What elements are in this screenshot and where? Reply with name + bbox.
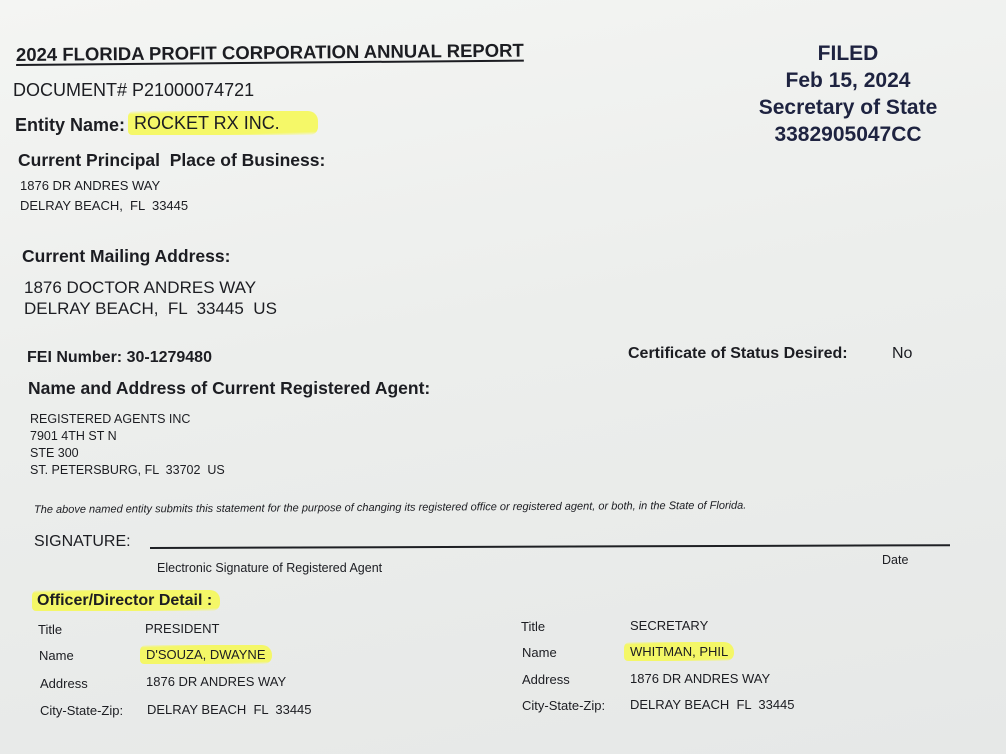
filed-stamp-office: Secretary of State bbox=[758, 96, 938, 119]
filed-stamp-status: FILED bbox=[817, 42, 879, 65]
signature-sub-label: Electronic Signature of Registered Agent bbox=[157, 561, 383, 575]
entity-name-label: Entity Name: bbox=[15, 115, 126, 135]
officer-name-value bbox=[140, 647, 272, 662]
officer-csz-label: City-State-Zip: bbox=[40, 703, 124, 718]
statement-text: The above named entity submits this statement for the purpose of changing its registered office or registered agent, or both, in the State of Florida. bbox=[33, 499, 747, 516]
officer-address-value: 1876 DR ANDRES WAY bbox=[630, 671, 771, 686]
officer-address-value: 1876 DR ANDRES WAY bbox=[146, 674, 287, 689]
mailing-address-city: DELRAY BEACH, FL 33445 US bbox=[24, 299, 277, 318]
certificate-status-value: No bbox=[892, 345, 913, 362]
registered-agent-suite: STE 300 bbox=[30, 446, 79, 460]
principal-place-city: DELRAY BEACH, FL 33445 bbox=[20, 198, 189, 213]
officer-name-label: Name bbox=[522, 645, 557, 660]
officer-address-label: Address bbox=[40, 676, 88, 691]
registered-agent-street: 7901 4TH ST N bbox=[30, 429, 117, 443]
entity-name-value bbox=[128, 113, 318, 134]
officer-name-highlight: WHITMAN, PHIL bbox=[624, 642, 734, 661]
fei-number: FEI Number: 30-1279480 bbox=[27, 349, 212, 366]
filed-stamp-date: Feb 15, 2024 bbox=[785, 69, 911, 92]
officer-detail-highlight: Officer/Director Detail : bbox=[32, 590, 220, 611]
officer-csz-value: DELRAY BEACH FL 33445 bbox=[147, 702, 312, 717]
officer-title-label: Title bbox=[38, 622, 63, 637]
officer-csz-value: DELRAY BEACH FL 33445 bbox=[630, 697, 795, 712]
registered-agent-name: REGISTERED AGENTS INC bbox=[30, 412, 191, 426]
filed-stamp bbox=[740, 40, 956, 148]
officer-name-value bbox=[624, 644, 734, 659]
filed-stamp-number: 3382905047CC bbox=[774, 123, 922, 146]
certificate-status-label: Certificate of Status Desired: bbox=[628, 345, 848, 362]
principal-place-label: Current Principal Place of Business: bbox=[18, 150, 326, 170]
officer-detail-label bbox=[32, 592, 220, 610]
document-number: DOCUMENT# P21000074721 bbox=[13, 80, 255, 100]
report-title: 2024 FLORIDA PROFIT CORPORATION ANNUAL REPORT bbox=[15, 39, 524, 65]
officer-csz-label: City-State-Zip: bbox=[522, 698, 606, 713]
officer-title-value: SECRETARY bbox=[630, 618, 709, 633]
officer-name-highlight: D'SOUZA, DWAYNE bbox=[140, 645, 272, 664]
signature-date-label: Date bbox=[882, 553, 909, 567]
registered-agent-label: Name and Address of Current Registered Agent: bbox=[28, 378, 431, 398]
officer-address-label: Address bbox=[522, 672, 570, 687]
entity-name-highlight: ROCKET RX INC. bbox=[128, 111, 318, 135]
signature-line bbox=[150, 544, 950, 549]
officer-name-label: Name bbox=[39, 648, 74, 663]
principal-place-street: 1876 DR ANDRES WAY bbox=[20, 178, 161, 193]
officer-title-label: Title bbox=[521, 619, 546, 634]
officer-title-value: PRESIDENT bbox=[145, 621, 220, 636]
mailing-address-street: 1876 DOCTOR ANDRES WAY bbox=[24, 278, 257, 297]
mailing-address-label: Current Mailing Address: bbox=[22, 246, 231, 266]
registered-agent-city: ST. PETERSBURG, FL 33702 US bbox=[30, 463, 225, 477]
signature-label: SIGNATURE: bbox=[34, 533, 131, 550]
